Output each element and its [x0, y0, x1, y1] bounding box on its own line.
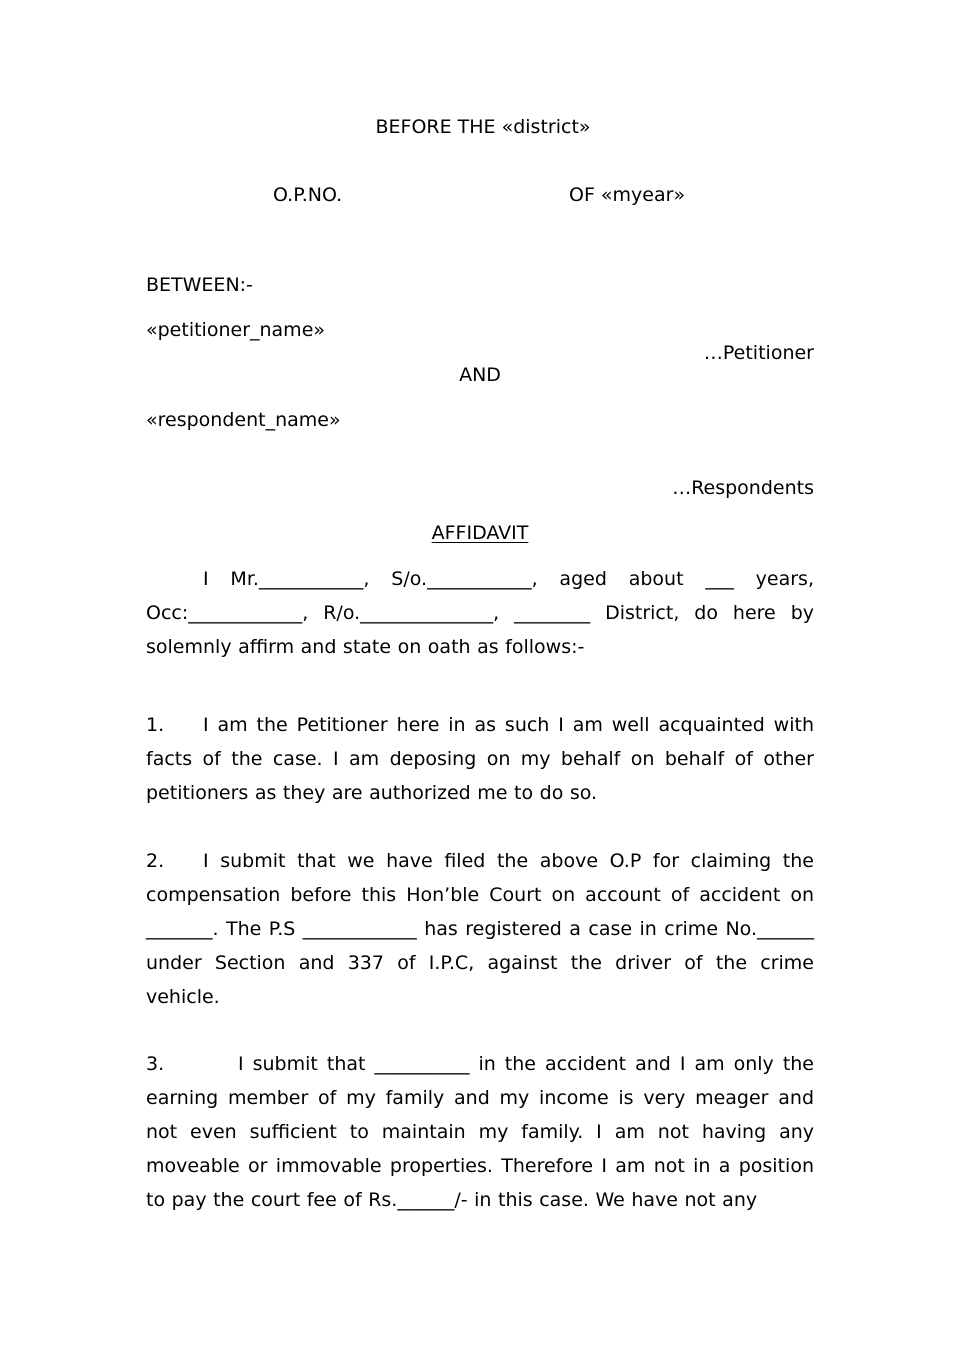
paragraph-number: 1.	[146, 714, 165, 736]
paragraph-number: 2.	[146, 850, 165, 872]
petitioner-label: …Petitioner	[703, 342, 814, 364]
paragraph-text: I submit that __________ in the accident and I am only the earning member of my family and my income is very meager and not even sufficient to maintain my family. I am not having any moveable or immovable properties. Therefore I am not in a position to pay the court fee of Rs.______/- in this case. We have not any	[146, 1053, 814, 1211]
op-number-label: O.P.NO.	[273, 184, 343, 206]
affidavit-title: AFFIDAVIT	[431, 522, 529, 544]
paragraph-text: I submit that we have filed the above O.P for claiming the compensation before this Hon’ble Court on account of accident on _______. The P.S ____________ has registered a case in crime No.______ under Section and 337 of I.P.C, against the driver of the crime vehicle.	[146, 850, 814, 1008]
court-title: BEFORE THE «district»	[375, 116, 591, 138]
respondent-name: «respondent_name»	[146, 409, 341, 431]
affidavit-paragraph-3	[146, 1047, 814, 1217]
affidavit-paragraph-2	[146, 844, 814, 1014]
paragraph-number: 3.	[146, 1053, 165, 1075]
paragraph-text: I am the Petitioner here in as such I am well acquainted with facts of the case. I am deposing on my behalf on behalf of other petitioners as they are authorized me to do so.	[146, 714, 814, 804]
and-label: AND	[459, 364, 501, 386]
op-year-label: OF «myear»	[569, 184, 686, 206]
affidavit-paragraph-1	[146, 708, 814, 810]
petitioner-name: «petitioner_name»	[146, 319, 326, 341]
respondents-label: …Respondents	[672, 477, 814, 499]
between-label: BETWEEN:-	[146, 274, 253, 296]
affidavit-intro: I Mr.___________, S/o.___________, aged about ___ years, Occ:____________, R/o.______________, ________ District, do here by solemnly affirm and state on oath as follows:-	[146, 568, 814, 658]
